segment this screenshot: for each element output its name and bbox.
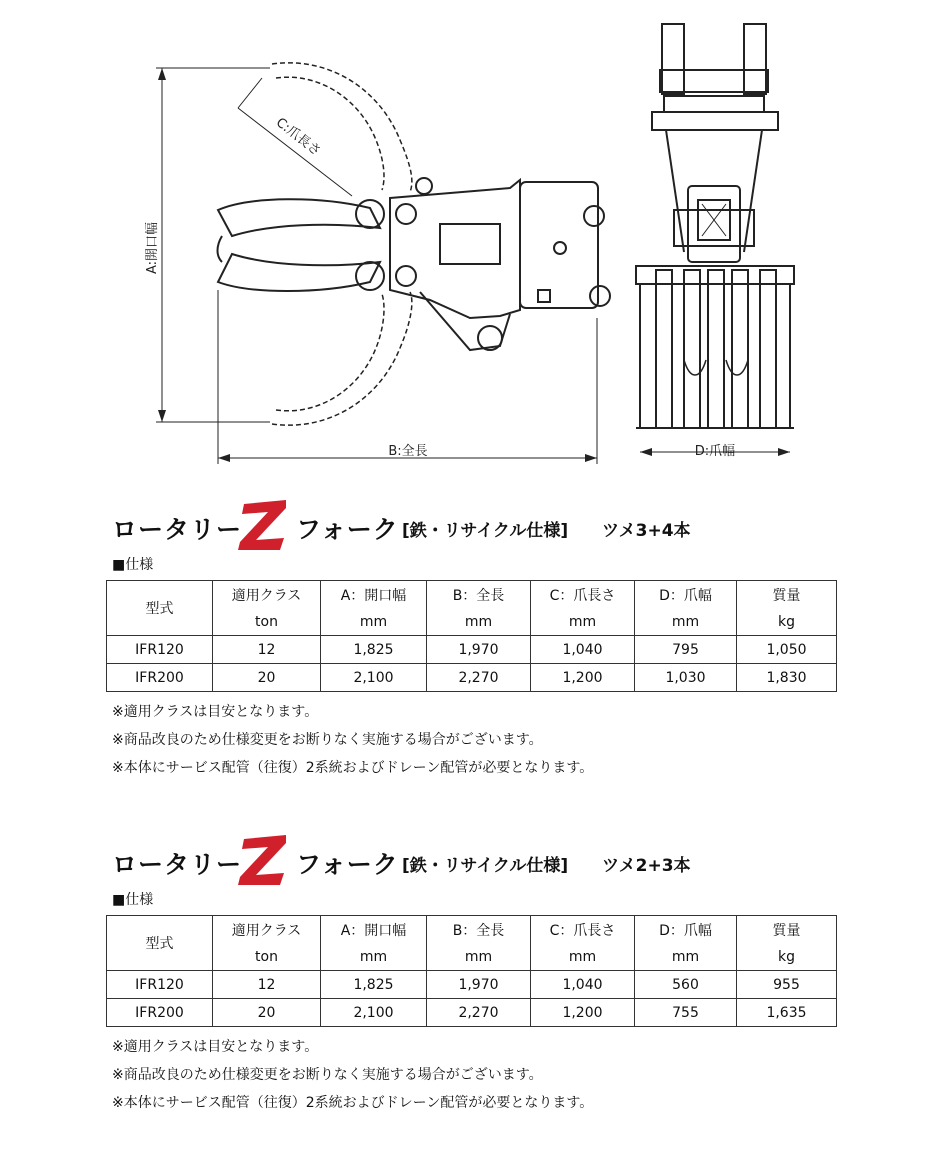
table-unit-row <box>107 943 837 971</box>
claw-count: ツメ3+4本 <box>602 521 691 541</box>
table-cell: 1,830 <box>737 664 837 692</box>
unit-cell: mm <box>635 608 737 636</box>
spec-heading: ■仕様 <box>112 892 154 908</box>
table-cell: 1,825 <box>321 971 427 999</box>
header-d: D：爪幅 <box>635 581 737 609</box>
note-line: ※本体にサービス配管（往復）2系統およびドレーン配管が必要となります。 <box>112 760 594 776</box>
unit-cell: mm <box>321 608 427 636</box>
unit-cell: mm <box>321 943 427 971</box>
unit-cell: mm <box>427 608 531 636</box>
table-row <box>107 664 837 692</box>
header-mass: 質量 <box>737 581 837 609</box>
header-a: A：開口幅 <box>321 916 427 944</box>
header-class: 適用クラス <box>213 916 321 944</box>
unit-cell: kg <box>737 943 837 971</box>
header-b: B：全長 <box>427 916 531 944</box>
table-cell: 560 <box>635 971 737 999</box>
note-line: ※適用クラスは目安となります。 <box>112 704 319 720</box>
table-cell: 1,050 <box>737 636 837 664</box>
table-cell: 1,970 <box>427 636 531 664</box>
label-d: D:爪幅 <box>694 444 736 459</box>
table-cell: IFR120 <box>107 636 213 664</box>
header-c: C：爪長さ <box>531 581 635 609</box>
table-cell: 1,040 <box>531 636 635 664</box>
table-cell: 755 <box>635 999 737 1027</box>
table-cell: 20 <box>213 664 321 692</box>
table-cell: 1,970 <box>427 971 531 999</box>
side-view-drawing <box>156 63 610 464</box>
header-b: B：全長 <box>427 581 531 609</box>
note-line: ※商品改良のため仕様変更をお断りなく実施する場合がございます。 <box>112 1067 543 1083</box>
table-cell: 1,200 <box>531 664 635 692</box>
title-rotary: ロータリー <box>112 850 243 879</box>
table-cell: IFR200 <box>107 664 213 692</box>
table-cell: 1,040 <box>531 971 635 999</box>
table-cell: 12 <box>213 636 321 664</box>
table-cell: 2,270 <box>427 664 531 692</box>
table-unit-row <box>107 608 837 636</box>
title-rotary: ロータリー <box>112 515 243 544</box>
table-row <box>107 971 837 999</box>
section-title <box>106 835 836 887</box>
z-logo-icon <box>234 498 292 552</box>
notes <box>112 698 836 782</box>
table-cell: IFR200 <box>107 999 213 1027</box>
product-diagram <box>0 0 940 470</box>
table-cell: IFR120 <box>107 971 213 999</box>
z-logo-icon <box>234 833 292 887</box>
title-fork: フォーク <box>296 515 399 544</box>
spec-table <box>106 580 837 692</box>
label-c: C:爪長さ <box>272 115 324 160</box>
header-model: 型式 <box>107 581 213 636</box>
spec-tag: [鉄・リサイクル仕様] <box>402 521 569 541</box>
spec-section-2-3 <box>106 835 836 1117</box>
unit-cell: mm <box>427 943 531 971</box>
table-header-row <box>107 916 837 944</box>
spec-heading: ■仕様 <box>112 557 154 573</box>
table-cell: 955 <box>737 971 837 999</box>
table-row <box>107 999 837 1027</box>
spec-table <box>106 915 837 1027</box>
note-line: ※商品改良のため仕様変更をお断りなく実施する場合がございます。 <box>112 732 543 748</box>
label-a: A:開口幅 <box>145 221 160 275</box>
claw-count: ツメ2+3本 <box>602 856 691 876</box>
unit-cell: mm <box>531 608 635 636</box>
section-title <box>106 500 836 552</box>
header-model: 型式 <box>107 916 213 971</box>
spec-tag: [鉄・リサイクル仕様] <box>402 856 569 876</box>
unit-cell: mm <box>531 943 635 971</box>
note-line: ※本体にサービス配管（往復）2系統およびドレーン配管が必要となります。 <box>112 1095 594 1111</box>
notes <box>112 1033 836 1117</box>
header-c: C：爪長さ <box>531 916 635 944</box>
header-class: 適用クラス <box>213 581 321 609</box>
title-fork: フォーク <box>296 850 399 879</box>
header-d: D：爪幅 <box>635 916 737 944</box>
table-cell: 20 <box>213 999 321 1027</box>
table-cell: 2,100 <box>321 999 427 1027</box>
header-mass: 質量 <box>737 916 837 944</box>
table-cell: 2,270 <box>427 999 531 1027</box>
unit-cell: ton <box>213 608 321 636</box>
header-a: A：開口幅 <box>321 581 427 609</box>
table-cell: 1,825 <box>321 636 427 664</box>
spec-section-3-4 <box>106 500 836 782</box>
unit-cell: kg <box>737 608 837 636</box>
unit-cell: ton <box>213 943 321 971</box>
note-line: ※適用クラスは目安となります。 <box>112 1039 319 1055</box>
table-row <box>107 636 837 664</box>
unit-cell: mm <box>635 943 737 971</box>
front-view-drawing <box>636 24 794 456</box>
table-header-row <box>107 581 837 609</box>
table-cell: 12 <box>213 971 321 999</box>
table-cell: 1,030 <box>635 664 737 692</box>
table-cell: 1,200 <box>531 999 635 1027</box>
table-cell: 795 <box>635 636 737 664</box>
label-b: B:全長 <box>388 444 428 459</box>
table-cell: 2,100 <box>321 664 427 692</box>
table-cell: 1,635 <box>737 999 837 1027</box>
